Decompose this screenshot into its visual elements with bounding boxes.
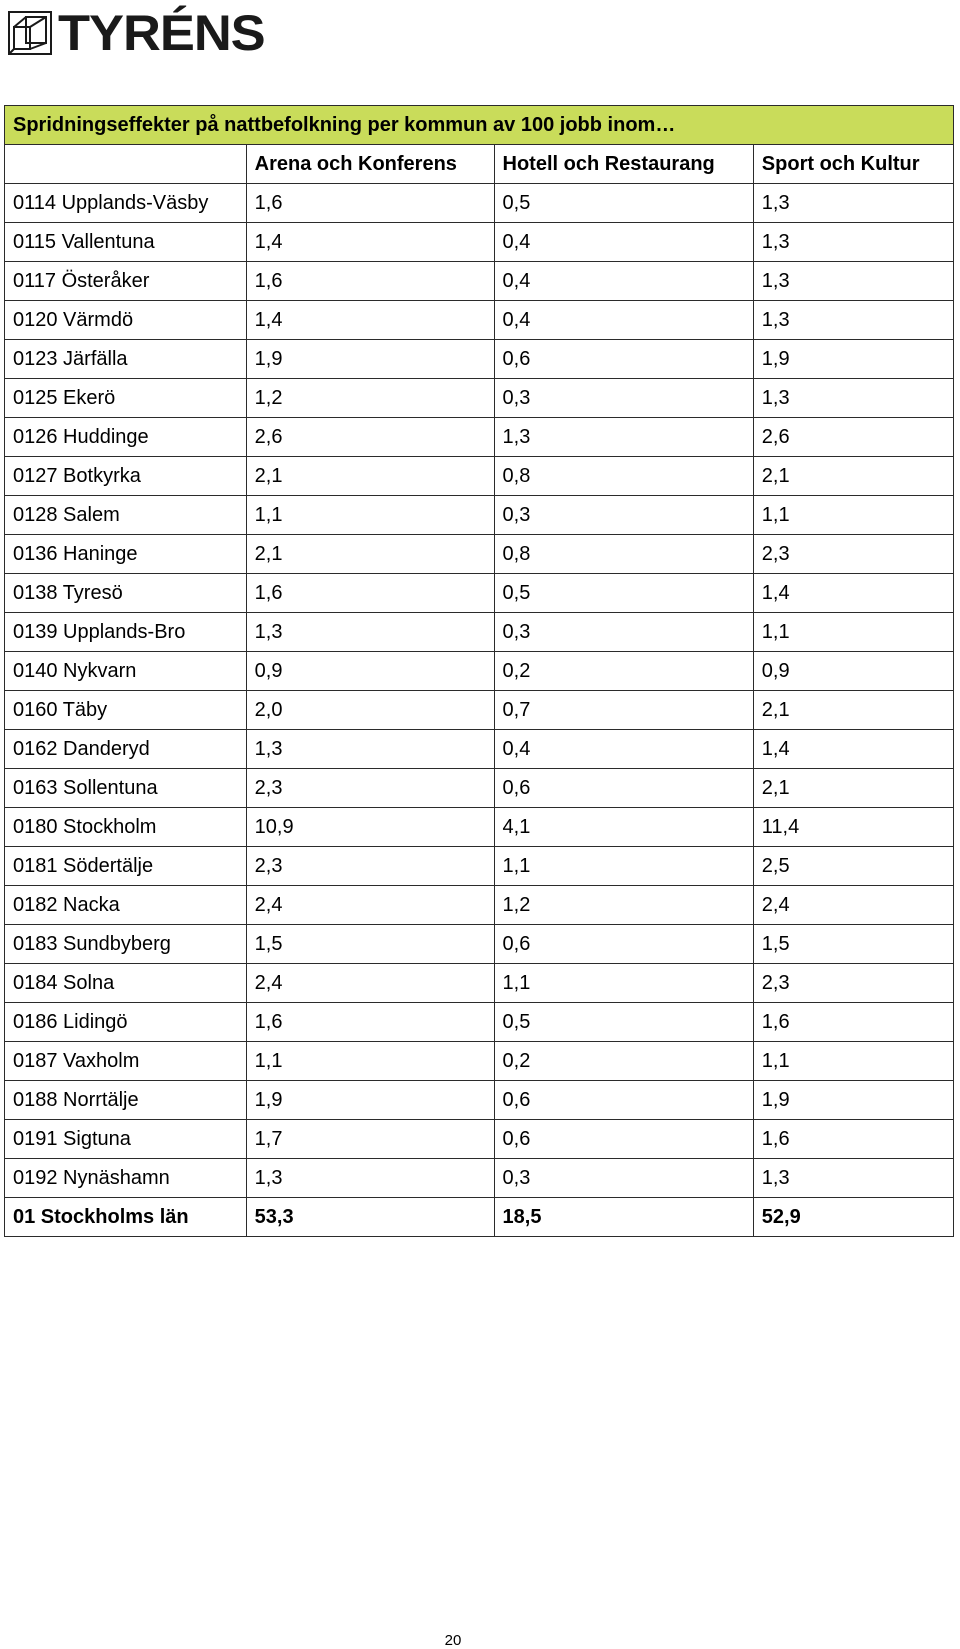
sport-kultur-cell: 1,6: [753, 1003, 953, 1042]
hotell-restaurang-cell: 0,6: [494, 1120, 753, 1159]
arena-konferens-cell: 1,9: [246, 340, 494, 379]
sport-kultur-cell: 2,1: [753, 691, 953, 730]
table-row: [5, 1003, 954, 1042]
sport-kultur-cell: 1,5: [753, 925, 953, 964]
arena-konferens-cell: 1,7: [246, 1120, 494, 1159]
hotell-restaurang-cell: 0,6: [494, 1081, 753, 1120]
total-value-cell: 52,9: [753, 1198, 953, 1237]
sport-kultur-cell: 2,1: [753, 769, 953, 808]
arena-konferens-cell: 1,6: [246, 574, 494, 613]
hotell-restaurang-cell: 0,2: [494, 1042, 753, 1081]
table-row: [5, 1120, 954, 1159]
hotell-restaurang-cell: 0,3: [494, 613, 753, 652]
sport-kultur-cell: 1,9: [753, 340, 953, 379]
arena-konferens-cell: 1,3: [246, 730, 494, 769]
arena-konferens-cell: 1,4: [246, 301, 494, 340]
table-title: Spridningseffekter på nattbefolkning per kommun av 100 jobb inom…: [5, 106, 954, 145]
sport-kultur-cell: 2,6: [753, 418, 953, 457]
arena-konferens-cell: 1,1: [246, 1042, 494, 1081]
table-row: [5, 847, 954, 886]
table-row: [5, 535, 954, 574]
municipality-cell: 0117 Österåker: [5, 262, 247, 301]
hotell-restaurang-cell: 0,4: [494, 301, 753, 340]
hotell-restaurang-cell: 0,3: [494, 1159, 753, 1198]
arena-konferens-cell: 2,0: [246, 691, 494, 730]
sport-kultur-cell: 1,1: [753, 1042, 953, 1081]
municipality-cell: 0192 Nynäshamn: [5, 1159, 247, 1198]
hotell-restaurang-cell: 1,1: [494, 964, 753, 1003]
municipality-cell: 0125 Ekerö: [5, 379, 247, 418]
municipality-cell: 0139 Upplands-Bro: [5, 613, 247, 652]
table-row: [5, 652, 954, 691]
sport-kultur-cell: 1,4: [753, 730, 953, 769]
sport-kultur-cell: 1,1: [753, 496, 953, 535]
municipality-cell: 0181 Södertälje: [5, 847, 247, 886]
arena-konferens-cell: 1,3: [246, 613, 494, 652]
table-row: [5, 925, 954, 964]
arena-konferens-cell: 2,3: [246, 769, 494, 808]
municipality-cell: 0128 Salem: [5, 496, 247, 535]
municipality-cell: 0140 Nykvarn: [5, 652, 247, 691]
municipality-cell: 0187 Vaxholm: [5, 1042, 247, 1081]
hotell-restaurang-cell: 0,4: [494, 730, 753, 769]
arena-konferens-cell: 1,5: [246, 925, 494, 964]
municipality-cell: 0184 Solna: [5, 964, 247, 1003]
sport-kultur-cell: 1,1: [753, 613, 953, 652]
sport-kultur-cell: 1,3: [753, 301, 953, 340]
hotell-restaurang-cell: 1,2: [494, 886, 753, 925]
hotell-restaurang-cell: 0,6: [494, 769, 753, 808]
table-row: [5, 769, 954, 808]
table-row: [5, 184, 954, 223]
arena-konferens-cell: 2,1: [246, 535, 494, 574]
municipality-cell: 0126 Huddinge: [5, 418, 247, 457]
arena-konferens-cell: 1,6: [246, 1003, 494, 1042]
table-row: [5, 1042, 954, 1081]
table-total-row: [5, 1198, 954, 1237]
hotell-restaurang-cell: 0,3: [494, 496, 753, 535]
table-row: [5, 574, 954, 613]
municipality-cell: 0188 Norrtälje: [5, 1081, 247, 1120]
data-table: [4, 105, 954, 1237]
municipality-cell: 0114 Upplands-Väsby: [5, 184, 247, 223]
table-row: [5, 301, 954, 340]
tyrens-logo-icon: [8, 11, 52, 55]
table-title-row: [5, 106, 954, 145]
hotell-restaurang-cell: 0,5: [494, 1003, 753, 1042]
sport-kultur-cell: 11,4: [753, 808, 953, 847]
sport-kultur-cell: 1,3: [753, 1159, 953, 1198]
sport-kultur-cell: 1,9: [753, 1081, 953, 1120]
hotell-restaurang-cell: 0,3: [494, 379, 753, 418]
arena-konferens-cell: 1,1: [246, 496, 494, 535]
sport-kultur-cell: 2,4: [753, 886, 953, 925]
total-value-cell: 53,3: [246, 1198, 494, 1237]
table-row: [5, 457, 954, 496]
arena-konferens-cell: 2,4: [246, 886, 494, 925]
table-row: [5, 613, 954, 652]
hotell-restaurang-cell: 0,5: [494, 574, 753, 613]
table-header-row: [5, 145, 954, 184]
sport-kultur-cell: 2,3: [753, 535, 953, 574]
sport-kultur-cell: 2,1: [753, 457, 953, 496]
table-row: [5, 886, 954, 925]
table-row: [5, 379, 954, 418]
hotell-restaurang-cell: 0,6: [494, 925, 753, 964]
header-cell: Arena och Konferens: [246, 145, 494, 184]
sport-kultur-cell: 2,5: [753, 847, 953, 886]
table-row: [5, 691, 954, 730]
arena-konferens-cell: 1,6: [246, 262, 494, 301]
arena-konferens-cell: 10,9: [246, 808, 494, 847]
arena-konferens-cell: 0,9: [246, 652, 494, 691]
table-row: [5, 1081, 954, 1120]
municipality-cell: 0136 Haninge: [5, 535, 247, 574]
municipality-cell: 0180 Stockholm: [5, 808, 247, 847]
header-cell: [5, 145, 247, 184]
municipality-cell: 0120 Värmdö: [5, 301, 247, 340]
hotell-restaurang-cell: 0,4: [494, 262, 753, 301]
total-label-cell: 01 Stockholms län: [5, 1198, 247, 1237]
sport-kultur-cell: 1,3: [753, 184, 953, 223]
total-value-cell: 18,5: [494, 1198, 753, 1237]
hotell-restaurang-cell: 0,5: [494, 184, 753, 223]
page-number: 20: [444, 1632, 462, 1649]
arena-konferens-cell: 1,4: [246, 223, 494, 262]
sport-kultur-cell: 2,3: [753, 964, 953, 1003]
hotell-restaurang-cell: 0,2: [494, 652, 753, 691]
municipality-cell: 0123 Järfälla: [5, 340, 247, 379]
sport-kultur-cell: 1,3: [753, 223, 953, 262]
municipality-cell: 0191 Sigtuna: [5, 1120, 247, 1159]
municipality-cell: 0163 Sollentuna: [5, 769, 247, 808]
sport-kultur-cell: 1,6: [753, 1120, 953, 1159]
table-row: [5, 1159, 954, 1198]
table-row: [5, 262, 954, 301]
table-row: [5, 496, 954, 535]
arena-konferens-cell: 2,6: [246, 418, 494, 457]
sport-kultur-cell: 0,9: [753, 652, 953, 691]
sport-kultur-cell: 1,3: [753, 379, 953, 418]
arena-konferens-cell: 1,3: [246, 1159, 494, 1198]
sport-kultur-cell: 1,4: [753, 574, 953, 613]
municipality-cell: 0162 Danderyd: [5, 730, 247, 769]
arena-konferens-cell: 1,6: [246, 184, 494, 223]
hotell-restaurang-cell: 1,1: [494, 847, 753, 886]
table-row: [5, 418, 954, 457]
sport-kultur-cell: 1,3: [753, 262, 953, 301]
header-cell: Sport och Kultur: [753, 145, 953, 184]
municipality-cell: 0115 Vallentuna: [5, 223, 247, 262]
municipality-cell: 0182 Nacka: [5, 886, 247, 925]
municipality-cell: 0186 Lidingö: [5, 1003, 247, 1042]
municipality-cell: 0138 Tyresö: [5, 574, 247, 613]
arena-konferens-cell: 2,1: [246, 457, 494, 496]
municipality-cell: 0160 Täby: [5, 691, 247, 730]
arena-konferens-cell: 1,2: [246, 379, 494, 418]
table-row: [5, 964, 954, 1003]
municipality-cell: 0127 Botkyrka: [5, 457, 247, 496]
table-row: [5, 808, 954, 847]
hotell-restaurang-cell: 0,7: [494, 691, 753, 730]
hotell-restaurang-cell: 0,6: [494, 340, 753, 379]
arena-konferens-cell: 2,3: [246, 847, 494, 886]
header-cell: Hotell och Restaurang: [494, 145, 753, 184]
arena-konferens-cell: 1,9: [246, 1081, 494, 1120]
table-row: [5, 730, 954, 769]
table-row: [5, 223, 954, 262]
hotell-restaurang-cell: 0,8: [494, 457, 753, 496]
table-row: [5, 340, 954, 379]
hotell-restaurang-cell: 0,4: [494, 223, 753, 262]
brand-name: TYRÉNS: [58, 5, 265, 61]
arena-konferens-cell: 2,4: [246, 964, 494, 1003]
hotell-restaurang-cell: 0,8: [494, 535, 753, 574]
brand-logo: [8, 5, 265, 61]
municipality-cell: 0183 Sundbyberg: [5, 925, 247, 964]
hotell-restaurang-cell: 4,1: [494, 808, 753, 847]
hotell-restaurang-cell: 1,3: [494, 418, 753, 457]
